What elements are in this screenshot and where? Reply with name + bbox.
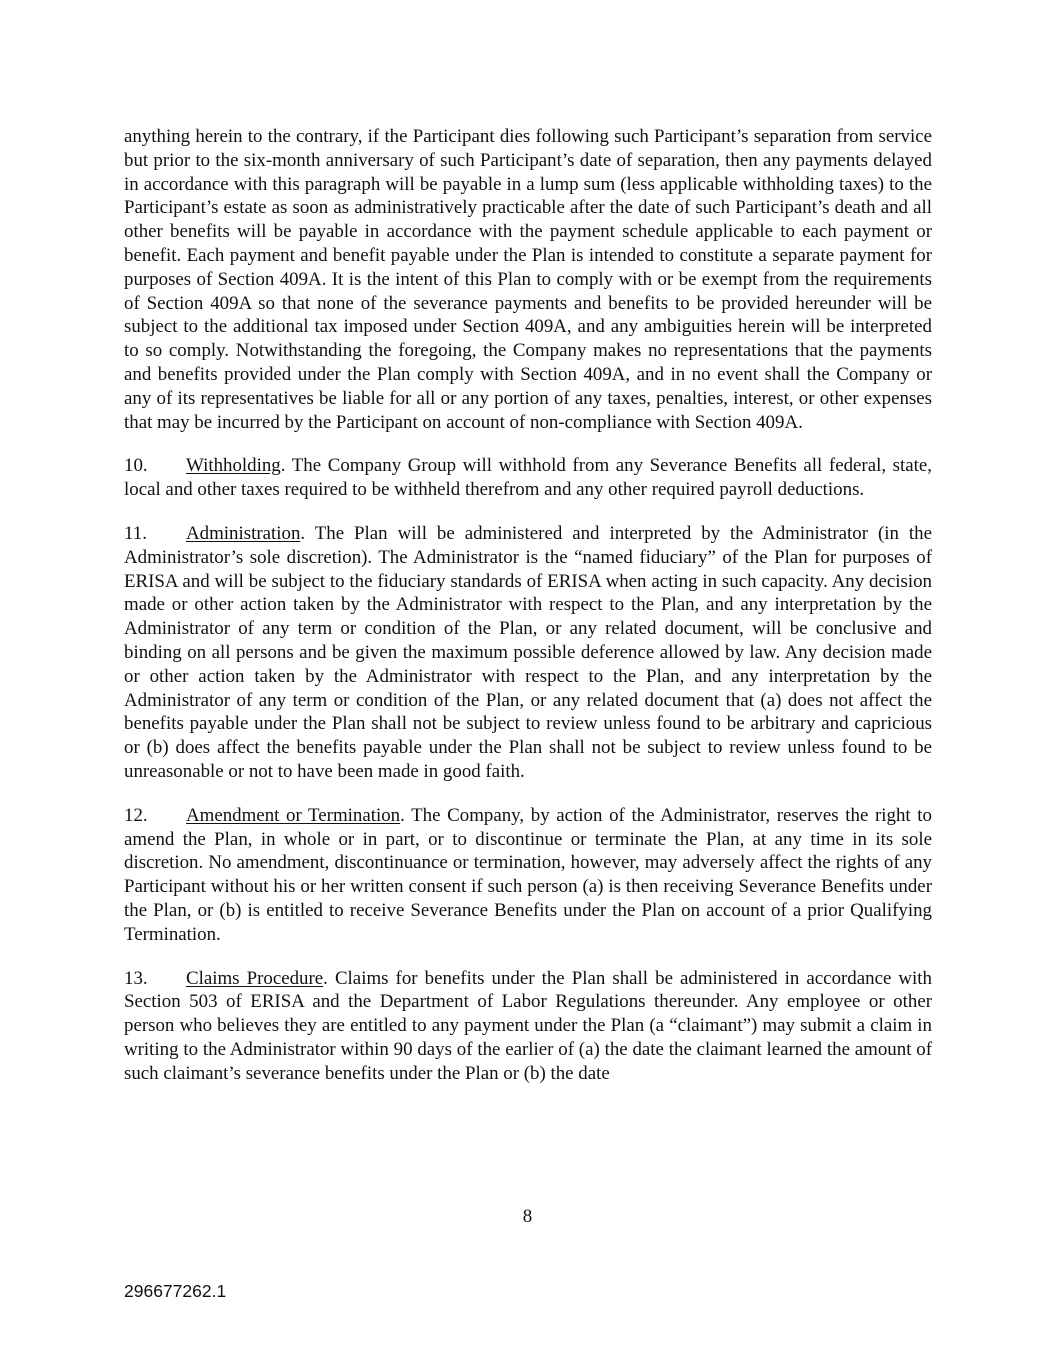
section-title: Administration: [186, 522, 301, 544]
section-title: Withholding: [186, 455, 281, 477]
section-amendment-or-termination: [124, 804, 932, 947]
document-id: 296677262.1: [124, 1281, 227, 1301]
continuation-paragraph: anything herein to the contrary, if the Participant dies following such Participant’s separation from service but prior to the six-month anniversary of such Participant’s date of separation, then any payments delayed in accordance with this paragraph will be payable in a lump sum (less applicable withholding taxes) to the Participant’s estate as soon as administratively practicable after the date of such Participant’s death and all other benefits will be payable in accordance with the payment schedule applicable to each payment or benefit. Each payment and benefit payable under the Plan is intended to constitute a separate payment for purposes of Section 409A. It is the intent of this Plan to comply with or be exempt from the requirements of Section 409A so that none of the severance payments and benefits to be provided hereunder will be subject to the additional tax imposed under Section 409A, and any ambiguities herein will be interpreted to so comply. Notwithstanding the foregoing, the Company makes no representations that the payments and benefits provided under the Plan comply with Section 409A, and in no event shall the Company or any of its representatives be liable for all or any portion of any taxes, penalties, interest, or other expenses that may be incurred by the Participant on account of non-compliance with Section 409A.: [124, 126, 932, 433]
section-title: Claims Procedure: [186, 967, 324, 989]
section-text: . The Company, by action of the Administrator, reserves the right to amend the Plan, in whole or in part, or to discontinue or terminate the Plan, at any time in its sole discretion. No amendment, discontinuance or termination, however, may adversely affect the rights of any Participant without his or her written consent if such person (a) is then receiving Severance Benefits under the Plan, or (b) is entitled to receive Severance Benefits under the Plan on account of a prior Qualifying Termination.: [124, 804, 932, 945]
section-number: 11.: [124, 522, 147, 544]
section-administration: [124, 522, 932, 784]
section-text: . The Plan will be administered and interpreted by the Administrator (in the Administrator’s sole discretion). The Administrator is the “named fiduciary” of the Plan for purposes of ERISA and will be subject to the fiduciary standards of ERISA when acting in such capacity. Any decision made or other action taken by the Administrator with respect to the Plan, and any interpretation by the Administrator of any term or condition of the Plan, or any related document, will be conclusive and binding on all persons and be given the maximum possible deference allowed by law. Any decision made or other action taken by the Administrator with respect to the Plan, and any interpretation by the Administrator of any term or condition of the Plan, or any related document that (a) does not affect the benefits payable under the Plan shall not be subject to review unless found to be arbitrary and capricious or (b) does affect the benefits payable under the Plan shall not be subject to review unless found to be unreasonable or not to have been made in good faith.: [124, 522, 932, 782]
section-claims-procedure: [124, 967, 932, 1086]
section-number: 10.: [124, 455, 148, 477]
section-title: Amendment or Termination: [186, 804, 401, 826]
section-number: 12.: [124, 804, 148, 826]
page-number: 8: [522, 1206, 533, 1227]
section-number: 13.: [124, 967, 148, 989]
section-text: . Claims for benefits under the Plan shall be administered in accordance with Section 503 of ERISA and the Department of Labor Regulations thereunder. Any employee or other person who believes they are entitled to any payment under the Plan (a “claimant”) may submit a claim in writing to the Administrator within 90 days of the earlier of (a) the date the claimant learned the amount of such claimant’s severance benefits under the Plan or (b) the date: [124, 967, 932, 1084]
section-withholding: [124, 454, 932, 502]
document-body: [124, 125, 932, 1105]
section-text: . The Company Group will withhold from any Severance Benefits all federal, state, local and other taxes required to be withheld therefrom and any other required payroll deductions.: [124, 455, 932, 501]
